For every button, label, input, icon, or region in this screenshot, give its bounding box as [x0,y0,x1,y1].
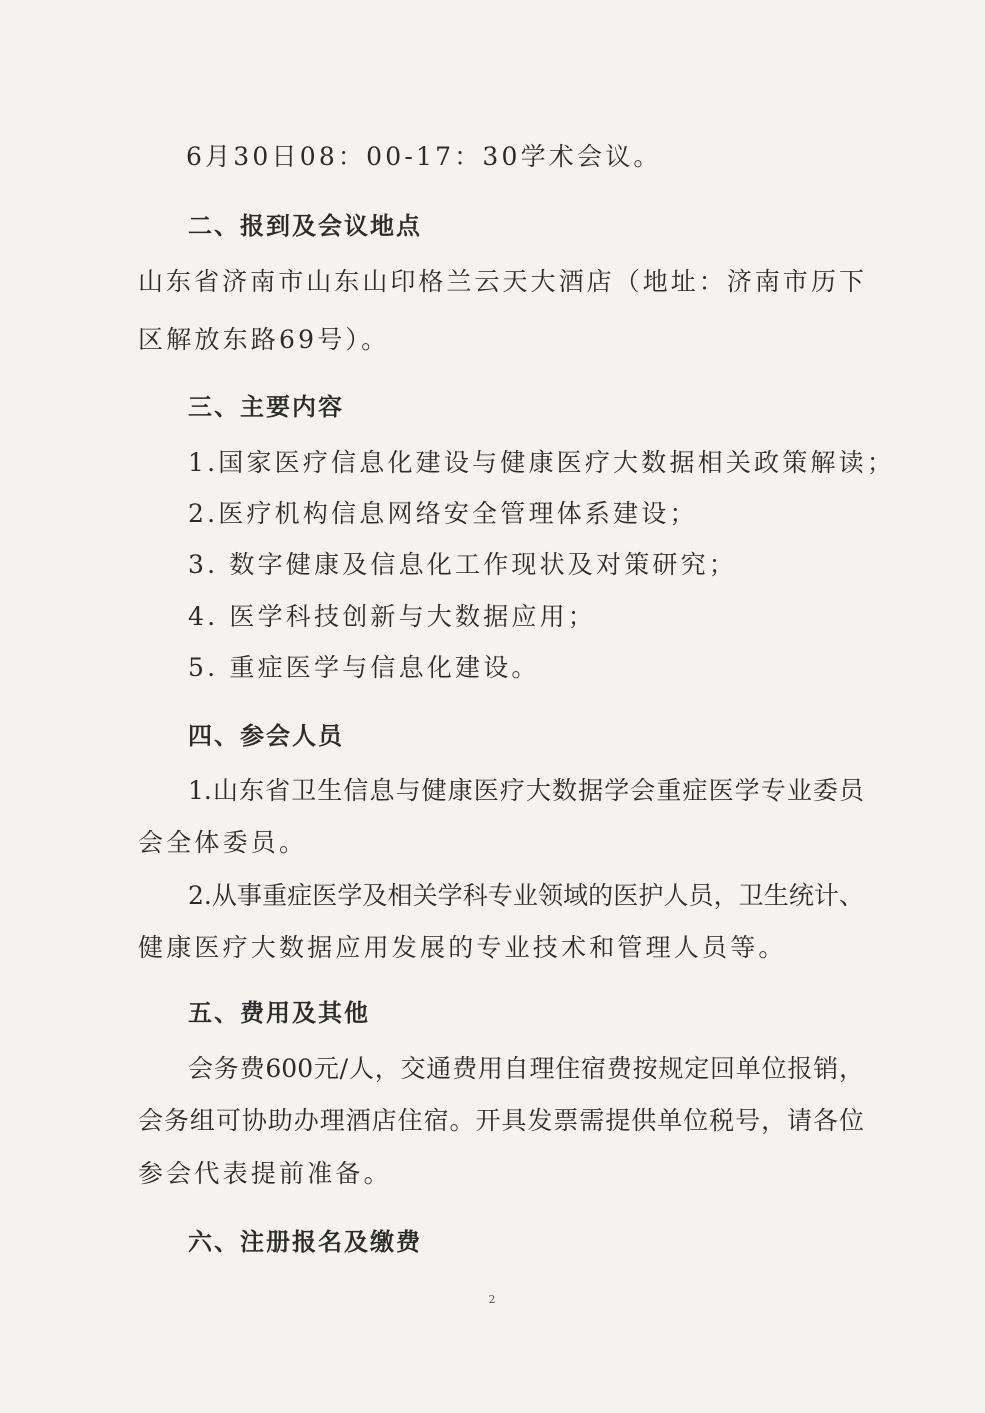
venue-line-1: 山东省济南市山东山印格兰云天大酒店（地址：济南市历下 [138,267,864,296]
participants-item1-line-1: 1.山东省卫生信息与健康医疗大数据学会重症医学专业委员 [188,776,864,805]
schedule-line: 6月30日08：00-17：30学术会议。 [186,142,662,171]
fees-line-1: 会务费600元/人，交通费用自理住宿费按规定回单位报销， [188,1054,864,1083]
fees-line-3: 参会代表提前准备。 [138,1159,392,1188]
section-heading-registration: 六、注册报名及缴费 [188,1228,422,1256]
content-item-4: 4. 医学科技创新与大数据应用； [188,602,597,631]
participants-item1-line-2: 会全体委员。 [138,828,308,857]
content-item-1: 1.国家医疗信息化建设与健康医疗大数据相关政策解读； [188,448,896,477]
venue-line-2: 区解放东路69号）。 [138,325,390,354]
participants-item2-line-2: 健康医疗大数据应用发展的专业技术和管理人员等。 [138,933,787,962]
participants-item2-line-1: 2.从事重症医学及相关学科专业领域的医护人员，卫生统计、 [188,881,864,910]
content-item-5: 5. 重症医学与信息化建设。 [188,653,540,682]
page-number: 2 [488,1293,496,1306]
content-item-3: 3. 数字健康及信息化工作现状及对策研究； [188,550,738,579]
section-heading-participants: 四、参会人员 [188,722,344,750]
section-heading-content: 三、主要内容 [188,393,344,421]
fees-line-2: 会务组可协助办理酒店住宿。开具发票需提供单位税号，请各位 [138,1106,864,1135]
section-heading-fees: 五、费用及其他 [188,999,370,1027]
content-item-2: 2.医疗机构信息网络安全管理体系建设； [188,499,698,528]
section-heading-venue: 二、报到及会议地点 [188,212,422,240]
